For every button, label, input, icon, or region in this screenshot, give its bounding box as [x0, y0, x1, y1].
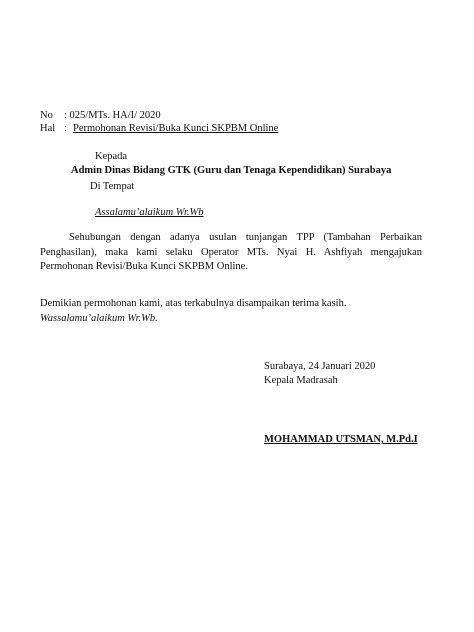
signatory-name: MOHAMMAD UTSMAN, M.Pd.I	[264, 434, 418, 445]
hal-colon: :	[64, 123, 67, 134]
body-paragraph: Sehubungan dengan adanya usulan tunjangan TPP (Tambahan Perbaikan Penghasilan), maka kami selaku Operator MTs. Nyai H. Ashfiyah mengajukan Permohonan Revisi/Buka Kunci SKPBM Online.	[40, 232, 422, 272]
signature-place-date: Surabaya, 24 Januari 2020	[264, 361, 376, 372]
recipient-place: Di Tempat	[90, 181, 135, 192]
closing-salam: Wassalamu’alaikum Wr.Wb.	[40, 313, 158, 324]
recipient-name: Admin Dinas Bidang GTK (Guru dan Tenaga Kependidikan) Surabaya	[71, 165, 392, 176]
closing-line: Demikian permohonan kami, atas terkabulnya disampaikan terima kasih.	[40, 298, 347, 309]
letter-subject: Permohonan Revisi/Buka Kunci SKPBM Online	[73, 123, 279, 134]
no-label: No	[40, 110, 53, 121]
letter-number: : 025/MTs. HA/I/ 2020	[64, 110, 161, 121]
kepada-label: Kepada	[95, 151, 128, 162]
hal-label: Hal	[40, 123, 56, 134]
signature-position: Kepala Madrasah	[264, 375, 338, 386]
opening-greeting: Assalamu’alaikum Wr.Wb	[95, 207, 204, 218]
